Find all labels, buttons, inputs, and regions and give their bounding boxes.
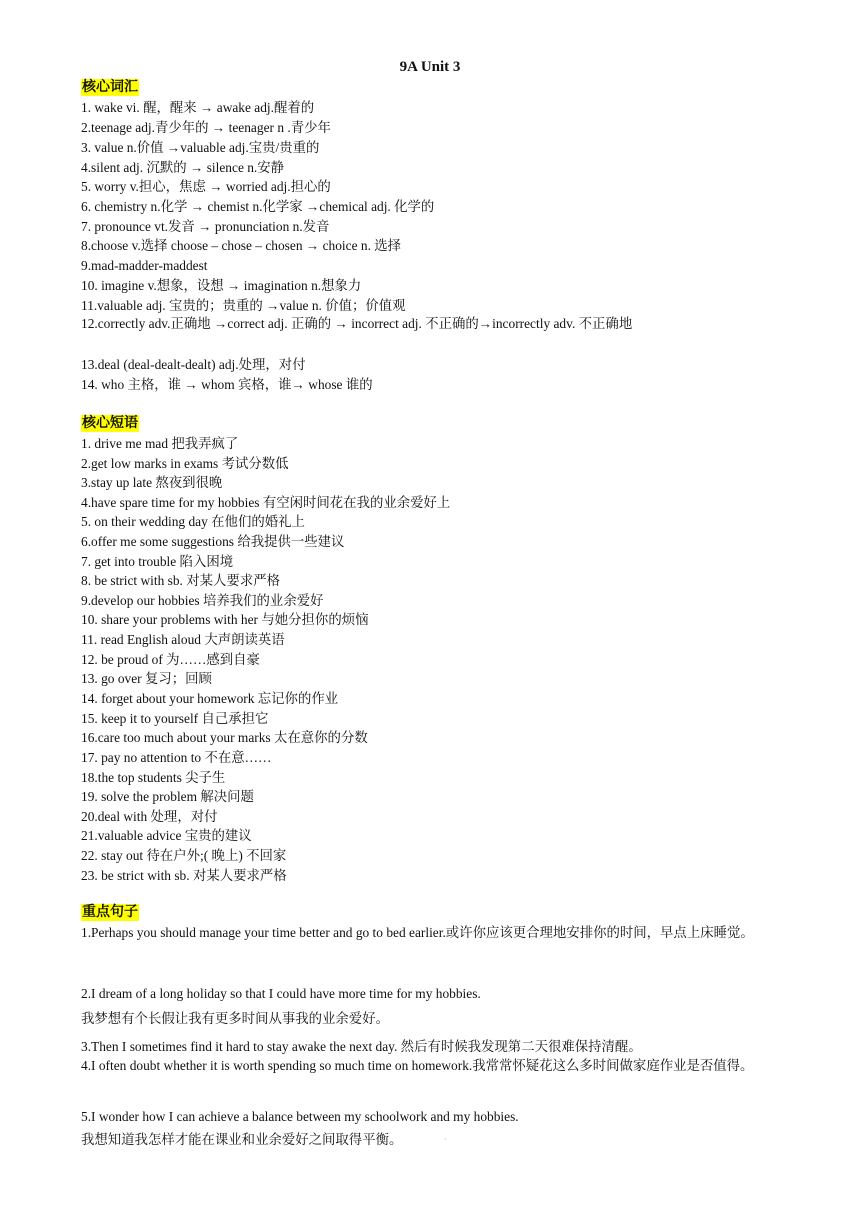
- sentence-item: 2.I dream of a long holiday so that I could have more time for my hobbies.: [81, 986, 481, 1001]
- vocab-item: 9.mad-madder-maddest: [81, 258, 208, 273]
- phrase-item: 10. share your problems with her 与她分担你的烦恼: [81, 612, 369, 627]
- vocab-item: 5. worry v.担心，焦虑 → worried adj.担心的: [81, 179, 331, 194]
- phrase-item: 20.deal with 处理，对付: [81, 809, 218, 824]
- phrase-item: 3.stay up late 熬夜到很晚: [81, 475, 223, 490]
- phrase-item: 6.offer me some suggestions 给我提供一些建议: [81, 534, 345, 549]
- vocab-item: 6. chemistry n.化学 → chemist n.化学家 →chemical adj. 化学的: [81, 199, 435, 214]
- vocab-item: 10. imagine v.想象，设想 → imagination n.想象力: [81, 278, 362, 293]
- phrase-item: 23. be strict with sb. 对某人要求严格: [81, 868, 287, 883]
- sentence-item: 5.I wonder how I can achieve a balance between my schoolwork and my hobbies.: [81, 1109, 519, 1124]
- phrase-item: 19. solve the problem 解决问题: [81, 789, 254, 804]
- phrase-item: 9.develop our hobbies 培养我们的业余爱好: [81, 593, 324, 608]
- sentence-item: 3.Then I sometimes find it hard to stay awake the next day. 然后有时候我发现第二天很难保持清醒。: [81, 1039, 642, 1054]
- phrase-item: 15. keep it to yourself 自己承担它: [81, 711, 269, 726]
- section-heading-phrases: 核心短语: [82, 416, 138, 431]
- phrase-item: 2.get low marks in exams 考试分数低: [81, 456, 289, 471]
- vocab-item: 7. pronounce vt.发音 → pronunciation n.发音: [81, 219, 330, 234]
- phrase-item: 12. be proud of 为……感到自豪: [81, 652, 260, 667]
- vocab-item: 12.correctly adv.正确地 →correct adj. 正确的 → incorrect adj. 不正确的→incorrectly adv. 不正确地: [81, 316, 633, 331]
- vocab-item: 4.silent adj. 沉默的 → silence n.安静: [81, 160, 285, 175]
- sentence-translation: 我梦想有个长假让我有更多时间从事我的业余爱好。: [81, 1011, 389, 1026]
- phrase-item: 17. pay no attention to 不在意……: [81, 750, 272, 765]
- phrase-item: 21.valuable advice 宝贵的建议: [81, 828, 252, 843]
- phrase-item: 22. stay out 待在户外;( 晚上) 不回家: [81, 848, 287, 863]
- phrase-item: 11. read English aloud 大声朗读英语: [81, 632, 285, 647]
- phrase-item: 1. drive me mad 把我弄疯了: [81, 436, 239, 451]
- phrase-item: 16.care too much about your marks 太在意你的分数: [81, 730, 368, 745]
- vocab-item: 2.teenage adj.青少年的 → teenager n .青少年: [81, 120, 331, 135]
- phrase-item: 4.have spare time for my hobbies 有空闲时间花在我的业余爱好上: [81, 495, 451, 510]
- vocab-item: 3. value n.价值 →valuable adj.宝贵/贵重的: [81, 140, 320, 155]
- vocab-item: 11.valuable adj. 宝贵的；贵重的 →value n. 价值；价值观: [81, 298, 406, 313]
- phrase-item: 14. forget about your homework 忘记你的作业: [81, 691, 339, 706]
- phrase-item: 8. be strict with sb. 对某人要求严格: [81, 573, 280, 588]
- vocab-item: 13.deal (deal-dealt-dealt) adj.处理，对付: [81, 357, 306, 372]
- phrase-item: 13. go over 复习；回顾: [81, 671, 212, 686]
- phrase-item: 7. get into trouble 陷入困境: [81, 554, 234, 569]
- vocab-item: 14. who 主格，谁 → whom 宾格，谁→ whose 谁的: [81, 377, 373, 392]
- stray-mark: ·: [444, 1135, 447, 1144]
- vocab-item: 1. wake vi. 醒，醒来 → awake adj.醒着的: [81, 100, 315, 115]
- phrase-item: 5. on their wedding day 在他们的婚礼上: [81, 514, 305, 529]
- sentence-item: 1.Perhaps you should manage your time better and go to bed earlier.或许你应该更合理地安排你的时间，早点上床睡觉。: [81, 925, 754, 940]
- vocab-item: 8.choose v.选择 choose – chose – chosen → choice n. 选择: [81, 238, 402, 253]
- sentence-translation: 我想知道我怎样才能在课业和业余爱好之间取得平衡。: [81, 1132, 403, 1147]
- phrase-item: 18.the top students 尖子生: [81, 770, 226, 785]
- page-title: 9A Unit 3: [399, 59, 461, 75]
- section-heading-sentences: 重点句子: [82, 905, 138, 920]
- sentence-item: 4.I often doubt whether it is worth spending so much time on homework.我常常怀疑花这么多时间做家庭作业是否值得。: [81, 1058, 754, 1073]
- section-heading-vocab: 核心词汇: [82, 80, 138, 95]
